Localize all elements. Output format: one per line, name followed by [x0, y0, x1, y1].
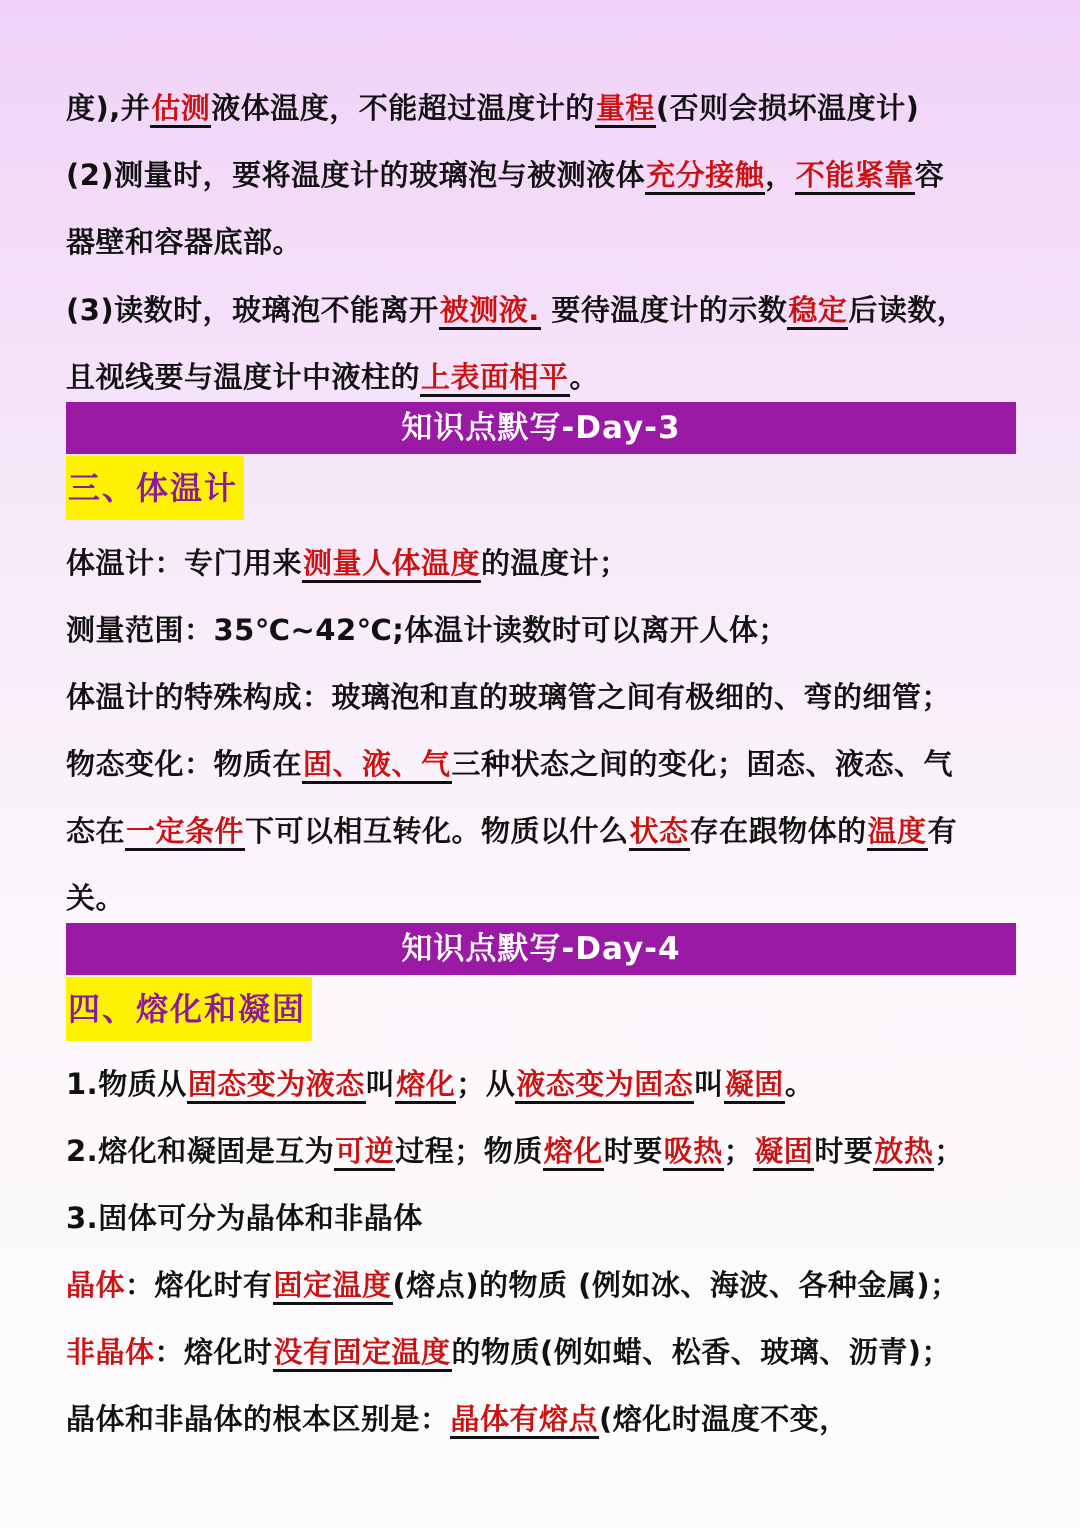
- text-segment: (3)读数时，玻璃泡不能离开: [66, 293, 439, 327]
- answer-highlight: 吸热: [663, 1134, 724, 1171]
- answer-highlight: 固、液、气: [302, 747, 452, 784]
- answer-highlight: 熔化: [543, 1134, 604, 1171]
- answer-highlight: 量程: [595, 91, 656, 128]
- answer-highlight: 凝固: [753, 1134, 814, 1171]
- text-segment: 2.熔化和凝固是互为: [66, 1134, 335, 1168]
- text-segment: ；从: [456, 1067, 516, 1101]
- text-segment: 时要: [603, 1134, 663, 1168]
- text-line: [66, 1198, 1020, 1238]
- text-segment: 液体温度，不能超过温度计的: [211, 91, 595, 125]
- section-title: 三、体温计: [66, 456, 244, 520]
- text-line: [66, 610, 1020, 650]
- answer-highlight: 温度: [867, 814, 928, 851]
- text-segment: 存在跟物体的: [689, 814, 867, 848]
- day-banner: 知识点默写-Day-4: [66, 923, 1016, 975]
- answer-highlight: 放热: [873, 1134, 934, 1171]
- text-line: [66, 1131, 1020, 1171]
- text-segment: 的温度计；: [481, 546, 629, 580]
- text-line: [66, 1399, 1020, 1439]
- term-label: 晶体: [66, 1268, 126, 1302]
- answer-highlight: 可逆: [334, 1134, 395, 1171]
- text-line: [66, 878, 1020, 918]
- text-line: [66, 811, 1020, 851]
- answer-highlight: 一定条件: [125, 814, 245, 851]
- text-line: [66, 88, 1020, 128]
- answer-highlight: 估测: [150, 91, 211, 128]
- text-segment: 关。: [66, 881, 126, 915]
- answer-highlight: 被测液.: [439, 293, 541, 330]
- text-segment: 下可以相互转化。物质以什么: [245, 814, 629, 848]
- answer-highlight: 稳定: [787, 293, 848, 330]
- answer-highlight: 凝固: [724, 1067, 785, 1104]
- text-segment: 的物质(例如蜡、松香、玻璃、沥青)；: [451, 1335, 952, 1369]
- text-segment: 态在: [66, 814, 126, 848]
- text-segment: 时要: [814, 1134, 874, 1168]
- text-segment: 后读数，: [848, 293, 967, 327]
- text-line: [66, 357, 1020, 397]
- answer-highlight: 没有固定温度: [273, 1335, 452, 1372]
- text-segment: (熔点)的物质 (例如冰、海波、各种金属)；: [392, 1268, 960, 1302]
- answer-highlight: 不能紧靠: [795, 158, 915, 195]
- text-segment: 容: [914, 158, 945, 192]
- text-line: [66, 222, 1020, 262]
- text-line: [66, 543, 1020, 583]
- text-segment: 物态变化：物质在: [66, 747, 303, 781]
- section-title: 四、熔化和凝固: [66, 977, 312, 1041]
- answer-highlight: 充分接触: [645, 158, 765, 195]
- day-banner: 知识点默写-Day-3: [66, 402, 1016, 454]
- text-segment: (否则会损坏温度计): [655, 91, 920, 125]
- text-segment: (2)测量时，要将温度计的玻璃泡与被测液体: [66, 158, 646, 192]
- text-segment: 。: [569, 360, 600, 394]
- term-label: 非晶体: [66, 1335, 155, 1369]
- text-segment: ：熔化时有: [125, 1268, 273, 1302]
- text-line: [66, 1265, 1020, 1305]
- text-segment: ，: [765, 158, 795, 192]
- text-segment: 要待温度计的示数: [540, 293, 788, 327]
- answer-highlight: 熔化: [395, 1067, 456, 1104]
- text-line: [66, 1332, 1020, 1372]
- answer-highlight: 测量人体温度: [302, 546, 481, 583]
- text-segment: 叫: [365, 1067, 396, 1101]
- text-segment: 叫: [694, 1067, 724, 1101]
- answer-highlight: 晶体有熔点: [450, 1402, 600, 1439]
- text-segment: 3.固体可分为晶体和非晶体: [66, 1201, 423, 1235]
- text-line: [66, 155, 1020, 195]
- text-segment: 器壁和容器底部。: [66, 225, 303, 259]
- answer-highlight: 固态变为液态: [187, 1067, 366, 1104]
- text-segment: 1.物质从: [66, 1067, 187, 1101]
- text-segment: ；: [934, 1134, 964, 1168]
- text-segment: ：熔化时: [154, 1335, 273, 1369]
- text-segment: 过程；物质: [395, 1134, 543, 1168]
- text-line: [66, 1064, 1020, 1104]
- text-line: [66, 677, 1020, 717]
- text-line: [66, 290, 1020, 330]
- text-segment: 晶体和非晶体的根本区别是：: [66, 1402, 450, 1436]
- text-segment: 测量范围：35℃~42℃;体温计读数时可以离开人体；: [66, 613, 788, 647]
- text-segment: 三种状态之间的变化；固态、液态、气: [451, 747, 954, 781]
- answer-highlight: 液态变为固态: [515, 1067, 694, 1104]
- answer-highlight: 上表面相平: [420, 360, 570, 397]
- text-segment: 体温计：专门用来: [66, 546, 303, 580]
- answer-highlight: 固定温度: [273, 1268, 393, 1305]
- text-line: [66, 744, 1020, 784]
- text-segment: 有: [927, 814, 958, 848]
- text-segment: 且视线要与温度计中液柱的: [66, 360, 421, 394]
- text-segment: (熔化时温度不变，: [599, 1402, 849, 1436]
- text-segment: 体温计的特殊构成：玻璃泡和直的玻璃管之间有极细的、弯的细管；: [66, 680, 952, 714]
- text-segment: 。: [784, 1067, 815, 1101]
- answer-highlight: 状态: [629, 814, 690, 851]
- text-segment: ；: [723, 1134, 754, 1168]
- text-segment: 度),并: [66, 91, 151, 125]
